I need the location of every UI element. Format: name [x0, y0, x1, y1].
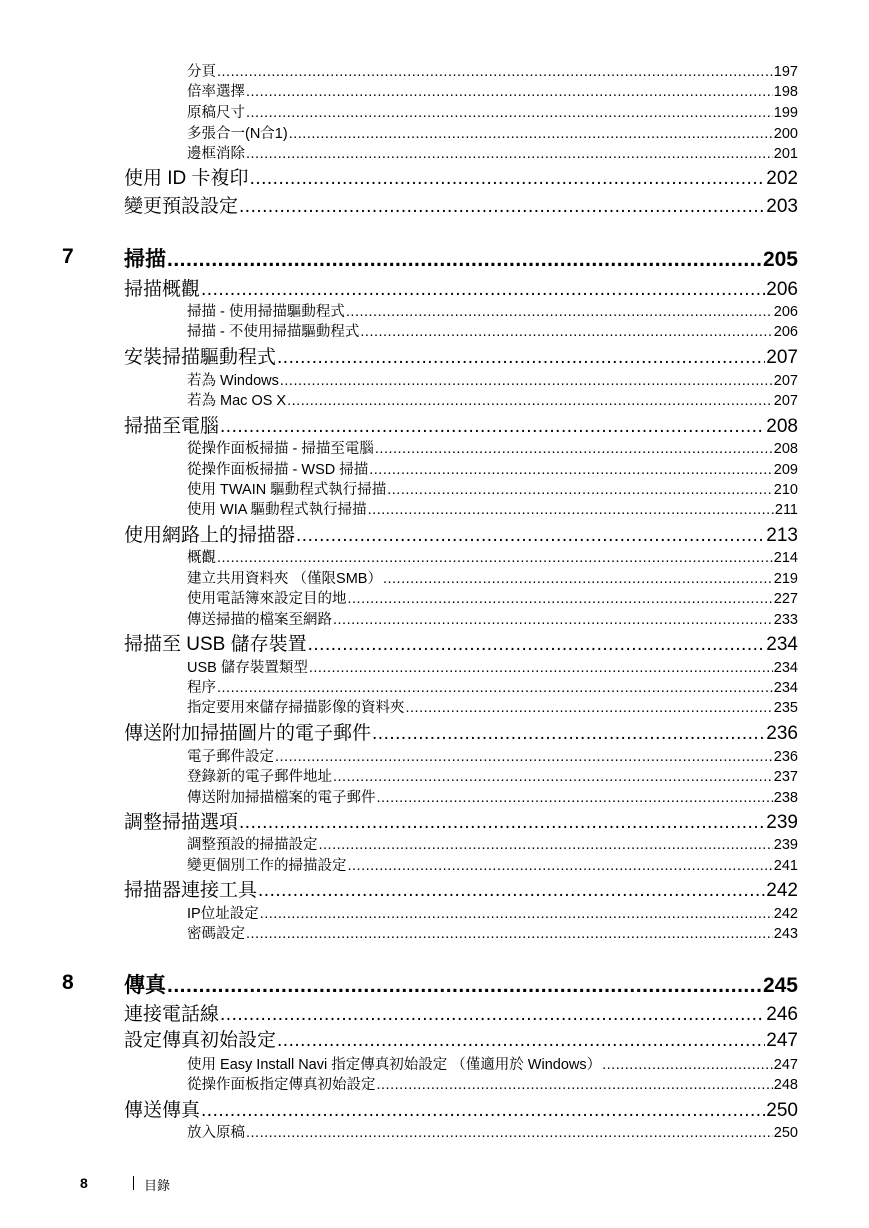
- toc-entry-page: 200: [773, 126, 798, 142]
- toc-entry-title: 使用 Easy Install Navi 指定傳真初始設定 （僅適用於 Windows）: [187, 1057, 602, 1073]
- toc-entry-title: 調整掃描選項: [124, 812, 239, 833]
- toc-entry[interactable]: [187, 902, 798, 922]
- toc-entry[interactable]: [124, 520, 798, 546]
- toc-entry-title: 使用電話簿來設定目的地: [187, 591, 347, 607]
- dot-leader: [246, 926, 773, 942]
- toc-entry[interactable]: [187, 833, 798, 853]
- dot-leader: [369, 462, 773, 478]
- dot-leader: [333, 769, 773, 785]
- toc-entry-title: 原稿尺寸: [187, 105, 245, 121]
- toc-entry-page: 206: [766, 279, 798, 300]
- dot-leader: [246, 1125, 773, 1141]
- toc-entry-page: 199: [773, 105, 798, 121]
- toc-entry-title: 多張合一(N合1): [187, 126, 288, 142]
- toc-entry-title: 掃描: [124, 248, 166, 271]
- toc-entry[interactable]: [187, 1053, 798, 1073]
- toc-entry[interactable]: [187, 437, 798, 457]
- toc-entry-page: 250: [766, 1100, 798, 1121]
- toc-entry-page: 214: [773, 550, 798, 566]
- toc-entry[interactable]: [187, 320, 798, 340]
- toc-entry-page: 239: [766, 812, 798, 833]
- dot-leader: [348, 858, 773, 874]
- toc-entry[interactable]: [187, 567, 798, 587]
- toc-entry-title: 變更個別工作的掃描設定: [187, 858, 347, 874]
- toc-entry-title: 傳真: [124, 974, 166, 997]
- toc-entry[interactable]: [187, 1121, 798, 1141]
- dot-leader: [201, 1100, 765, 1121]
- dot-leader: [372, 723, 765, 744]
- toc-entry-title: 掃描概觀: [124, 279, 201, 300]
- toc-entry[interactable]: [187, 765, 798, 785]
- footer-section-title: 目錄: [144, 1178, 171, 1193]
- toc-entry-page: 242: [766, 880, 798, 901]
- toc-entry-title: 設定傳真初始設定: [124, 1030, 277, 1051]
- dot-leader: [167, 974, 762, 997]
- dot-leader: [250, 168, 766, 189]
- dot-leader: [387, 482, 773, 498]
- toc-entry[interactable]: [187, 587, 798, 607]
- toc-entry[interactable]: [124, 1095, 798, 1121]
- toc-entry-title: 使用 ID 卡複印: [124, 168, 249, 189]
- toc-entry[interactable]: [124, 807, 798, 833]
- toc-entry-page: 227: [773, 591, 798, 607]
- toc-entry[interactable]: [187, 498, 798, 518]
- toc-entry-title: 掃描至 USB 儲存裝置: [124, 634, 307, 655]
- dot-leader: [220, 416, 765, 437]
- toc-entry-page: 208: [766, 416, 798, 437]
- toc-entry-title: 傳送附加掃描檔案的電子郵件: [187, 790, 376, 806]
- toc-entry-page: 211: [774, 502, 798, 518]
- toc-entry-title: 從操作面板掃描 - 掃描至電腦: [187, 441, 374, 457]
- toc-entry[interactable]: [124, 274, 798, 300]
- toc-entry[interactable]: [124, 875, 798, 901]
- dot-leader: [246, 146, 773, 162]
- dot-leader: [260, 906, 773, 922]
- toc-entry-title: 掃描 - 不使用掃描驅動程式: [187, 324, 360, 340]
- toc-entry[interactable]: [187, 478, 798, 498]
- toc-entry[interactable]: [124, 629, 798, 655]
- footer-divider: [133, 1176, 134, 1190]
- toc-entry-title: 若為 Windows: [187, 373, 279, 389]
- dot-leader: [375, 441, 773, 457]
- toc-entry[interactable]: [187, 922, 798, 942]
- toc-entry-title: 登錄新的電子郵件地址: [187, 769, 332, 785]
- toc-entry-title: IP位址設定: [187, 906, 259, 922]
- toc-entry[interactable]: [187, 300, 798, 320]
- dot-leader: [333, 612, 773, 628]
- dot-leader: [220, 1004, 765, 1025]
- toc-entry-page: 237: [773, 769, 798, 785]
- dot-leader: [319, 837, 773, 853]
- toc-entry-page: 201: [773, 146, 798, 162]
- dot-leader: [377, 790, 773, 806]
- toc-entry-page: 242: [773, 906, 798, 922]
- toc-entry-page: 219: [773, 571, 798, 587]
- dot-leader: [346, 304, 773, 320]
- toc-entry-page: 209: [773, 462, 798, 478]
- toc-entry-page: 197: [773, 64, 798, 80]
- toc-entry-title: 邊框消除: [187, 146, 245, 162]
- toc-entry-page: 213: [766, 525, 798, 546]
- toc-entry-title: 傳送附加掃描圖片的電子郵件: [124, 723, 372, 744]
- toc-entry-page: 236: [766, 723, 798, 744]
- toc-entry-page: 233: [773, 612, 798, 628]
- toc-entry[interactable]: [187, 389, 798, 409]
- toc-entry[interactable]: [187, 608, 798, 628]
- toc-entry-page: 202: [766, 168, 798, 189]
- toc-entry[interactable]: [187, 458, 798, 478]
- toc-entry[interactable]: [187, 122, 798, 142]
- toc-entry-page: 203: [766, 196, 798, 217]
- toc-entry[interactable]: [124, 191, 798, 217]
- dot-leader: [239, 812, 765, 833]
- toc-entry-page: 210: [773, 482, 798, 498]
- toc-entry-title: 掃描器連接工具: [124, 880, 258, 901]
- dot-leader: [246, 105, 773, 121]
- toc-entry-title: 電子郵件設定: [187, 749, 274, 765]
- toc-entry[interactable]: [124, 342, 798, 368]
- dot-leader: [217, 680, 773, 696]
- toc-entry-page: 250: [773, 1125, 798, 1141]
- toc-entry-page: 236: [773, 749, 798, 765]
- toc-entry[interactable]: [187, 696, 798, 716]
- dot-leader: [258, 880, 765, 901]
- dot-leader: [348, 591, 773, 607]
- dot-leader: [289, 126, 773, 142]
- dot-leader: [277, 1030, 765, 1051]
- toc-entry[interactable]: [187, 546, 798, 566]
- dot-leader: [383, 571, 773, 587]
- toc-entry-title: 概觀: [187, 550, 216, 566]
- toc-entry-page: 245: [762, 974, 798, 997]
- dot-leader: [277, 347, 765, 368]
- toc-entry-title: 掃描 - 使用掃描驅動程式: [187, 304, 345, 320]
- footer-page-number: 8: [80, 1175, 88, 1191]
- toc-entry-page: 207: [773, 393, 798, 409]
- toc-entry-page: 207: [766, 347, 798, 368]
- toc-entry-page: 206: [773, 304, 798, 320]
- toc-entry-title: USB 儲存裝置類型: [187, 660, 308, 676]
- toc-entry-title: 若為 Mac OS X: [187, 393, 287, 409]
- toc-entry[interactable]: [124, 163, 798, 189]
- toc-entry[interactable]: [187, 745, 798, 765]
- toc-entry-page: 241: [773, 858, 798, 874]
- toc-entry-title: 程序: [187, 680, 216, 696]
- dot-leader: [308, 634, 766, 655]
- toc-entry-title: 變更預設設定: [124, 196, 239, 217]
- toc-entry-title: 連接電話線: [124, 1004, 220, 1025]
- dot-leader: [287, 393, 773, 409]
- dot-leader: [217, 550, 773, 566]
- toc-entry-page: 208: [773, 441, 798, 457]
- toc-entry-page: 243: [773, 926, 798, 942]
- toc-entry[interactable]: [187, 60, 798, 80]
- dot-leader: [368, 502, 774, 518]
- toc-entry[interactable]: [187, 101, 798, 121]
- toc-entry-title: 建立共用資料夾 （僅限SMB）: [187, 571, 382, 587]
- toc-entry-page: 235: [773, 700, 798, 716]
- toc-entry-title: 分頁: [187, 64, 216, 80]
- toc-entry[interactable]: [124, 999, 798, 1025]
- dot-leader: [246, 84, 773, 100]
- toc-entry[interactable]: [187, 854, 798, 874]
- toc-entry-page: 247: [766, 1030, 798, 1051]
- toc-entry[interactable]: [187, 786, 798, 806]
- dot-leader: [602, 1057, 773, 1073]
- toc-entry-title: 從操作面板指定傳真初始設定: [187, 1077, 376, 1093]
- toc-entry-title: 使用 WIA 驅動程式執行掃描: [187, 502, 367, 518]
- toc-entry-title: 掃描至電腦: [124, 416, 220, 437]
- toc-entry-page: 205: [762, 248, 798, 271]
- toc-entry-title: 傳送傳真: [124, 1100, 201, 1121]
- toc-entry-title: 倍率選擇: [187, 84, 245, 100]
- toc-entry-page: 234: [766, 634, 798, 655]
- toc-chapter-entry[interactable]: [124, 969, 798, 997]
- toc-entry[interactable]: [187, 142, 798, 162]
- toc-entry-title: 安裝掃描驅動程式: [124, 347, 277, 368]
- toc-entry[interactable]: [187, 656, 798, 676]
- toc-entry-page: 234: [773, 660, 798, 676]
- toc-entry-title: 放入原稿: [187, 1125, 245, 1141]
- dot-leader: [167, 248, 762, 271]
- dot-leader: [360, 324, 772, 340]
- toc-entry-page: 207: [773, 373, 798, 389]
- dot-leader: [280, 373, 773, 389]
- toc-entry-title: 使用網路上的掃描器: [124, 525, 296, 546]
- dot-leader: [217, 64, 773, 80]
- dot-leader: [309, 660, 773, 676]
- toc-entry-title: 傳送掃描的檔案至網路: [187, 612, 332, 628]
- toc-entry-page: 198: [773, 84, 798, 100]
- toc-entry[interactable]: [124, 411, 798, 437]
- toc-entry-page: 248: [773, 1077, 798, 1093]
- dot-leader: [239, 196, 765, 217]
- toc-entry[interactable]: [187, 1073, 798, 1093]
- toc-entry-title: 調整預設的掃描設定: [187, 837, 318, 853]
- toc-chapter-entry[interactable]: [124, 243, 798, 271]
- toc-entry-title: 使用 TWAIN 驅動程式執行掃描: [187, 482, 387, 498]
- toc-entry-page: 247: [773, 1057, 798, 1073]
- dot-leader: [201, 279, 765, 300]
- dot-leader: [296, 525, 765, 546]
- chapter-number: 7: [62, 245, 74, 268]
- toc-entry[interactable]: [187, 80, 798, 100]
- toc-entry-page: 246: [766, 1004, 798, 1025]
- toc-entry-page: 234: [773, 680, 798, 696]
- toc-entry-page: 239: [773, 837, 798, 853]
- toc-entry[interactable]: [187, 369, 798, 389]
- chapter-number: 8: [62, 971, 74, 994]
- dot-leader: [406, 700, 773, 716]
- toc-entry-page: 206: [773, 324, 798, 340]
- toc-entry-title: 密碼設定: [187, 926, 245, 942]
- toc-entry-page: 238: [773, 790, 798, 806]
- dot-leader: [275, 749, 773, 765]
- dot-leader: [377, 1077, 773, 1093]
- toc-entry[interactable]: [124, 718, 798, 744]
- toc-entry-title: 指定要用來儲存掃描影像的資料夾: [187, 700, 405, 716]
- toc-entry-title: 從操作面板掃描 - WSD 掃描: [187, 462, 369, 478]
- toc-entry[interactable]: [124, 1025, 798, 1051]
- toc-entry[interactable]: [187, 676, 798, 696]
